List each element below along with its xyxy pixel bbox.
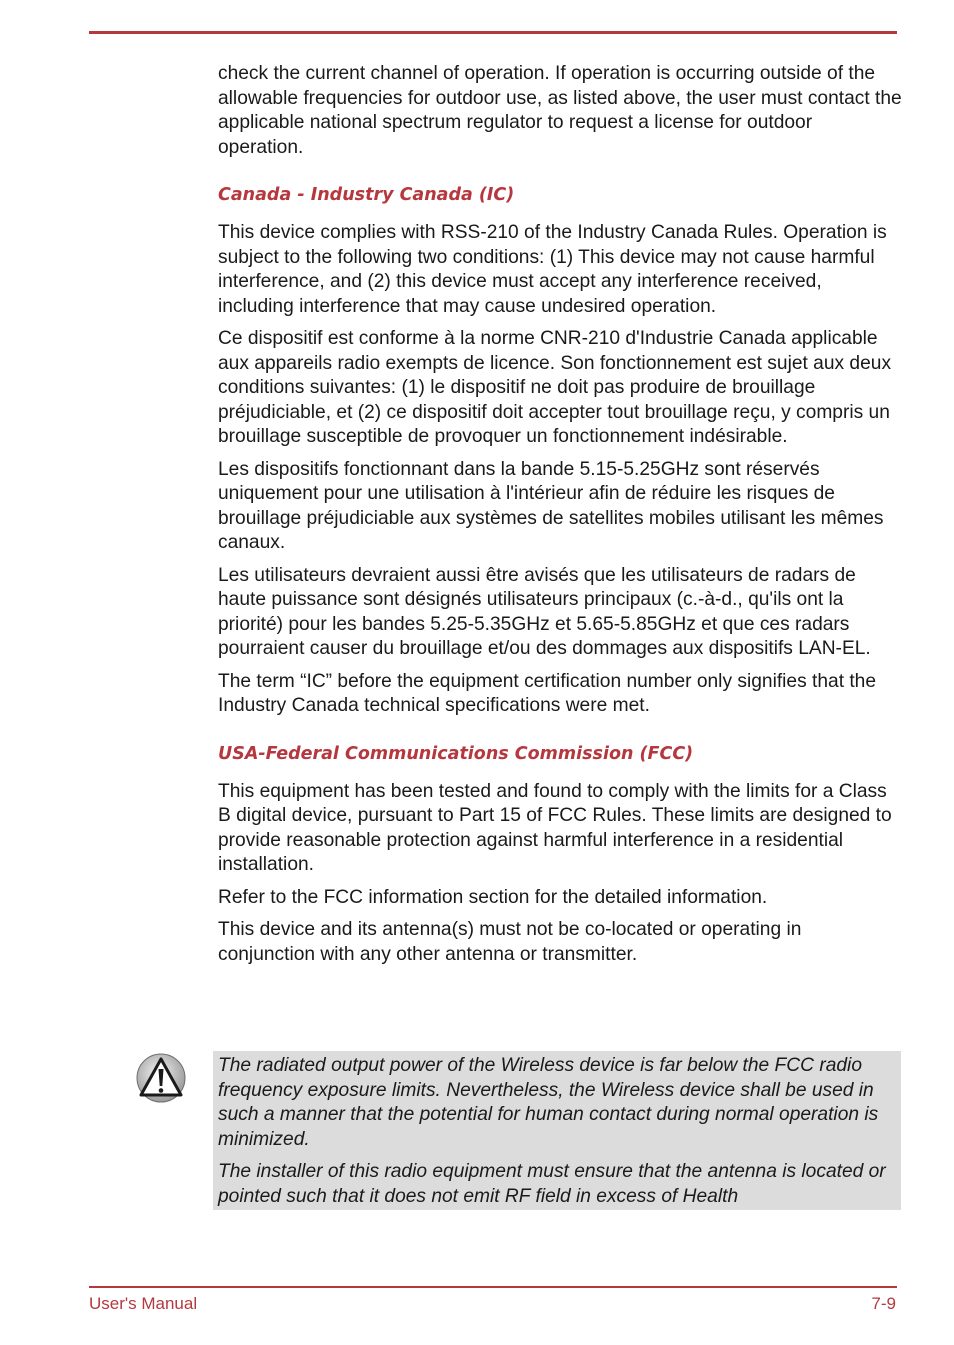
warning-note bbox=[213, 1051, 901, 1210]
canada-paragraph-4: Les utilisateurs devraient aussi être avisés que les utilisateurs de radars de haute puissance sont désignés utilisateurs principaux (c.-à-d., qu'ils ont la priorité) pour les bandes 5.25-5.35GHz et 5.65-5.85GHz et que ces radars pourraient causer du brouillage et/ou des dommages aux dispositifs LAN-EL. bbox=[218, 564, 871, 659]
fcc-paragraph-1: This equipment has been tested and found to comply with the limits for a Class B digital device, pursuant to Part 15 of FCC Rules. These limits are designed to provide reasonable protection against harmful interference in a residential installation. bbox=[218, 780, 892, 875]
canada-paragraph-2: Ce dispositif est conforme à la norme CNR-210 d'Industrie Canada applicable aux appareils radio exempts de licence. Son fonctionnement est sujet aux deux conditions suivantes: (1) le dispositif ne doit pas produire de brouillage préjudiciable, et (2) ce dispositif doit accepter tout brouillage reçu, y compris un brouillage susceptible de provoquer un fonctionnement indésirable. bbox=[218, 328, 892, 447]
fcc-heading: USA-Federal Communications Commission (FCC) bbox=[218, 743, 694, 764]
canada-heading: Canada - Industry Canada (IC) bbox=[218, 185, 515, 205]
continuation-paragraph: check the current channel of operation. If operation is occurring outside of the allowable frequencies for outdoor use, as listed above, the user must contact the applicable national spectrum regulator to request a license for outdoor operation. bbox=[218, 63, 902, 158]
fcc-paragraph-3: This device and its antenna(s) must not be co-located or operating in conjunction with any other antenna or transmitter. bbox=[218, 919, 802, 965]
page-content bbox=[218, 62, 902, 975]
canada-paragraph-3: Les dispositifs fonctionnant dans la bande 5.15-5.25GHz sont réservés uniquement pour une utilisation à l'intérieur afin de réduire les risques de brouillage préjudiciable aux systèmes de satellites mobiles utilisant les mêmes canaux. bbox=[218, 458, 884, 553]
header-rule bbox=[89, 31, 897, 34]
footer-rule bbox=[89, 1286, 897, 1288]
warning-paragraph-2: The installer of this radio equipment must ensure that the antenna is located or pointed such that it does not emit RF field in excess of Health bbox=[218, 1161, 886, 1207]
canada-paragraph-1: This device complies with RSS-210 of the Industry Canada Rules. Operation is subject to the following two conditions: (1) This device may not cause harmful interference, and (2) this device must accept any interference received, including interference that may cause undesired operation. bbox=[218, 222, 887, 317]
canada-paragraph-5: The term “IC” before the equipment certification number only signifies that the Industry Canada technical specifications were met. bbox=[218, 670, 877, 716]
fcc-paragraph-2: Refer to the FCC information section for the detailed information. bbox=[218, 886, 768, 908]
warning-paragraph-1: The radiated output power of the Wireless device is far below the FCC radio frequency exposure limits. Nevertheless, the Wireless device shall be used in such a manner that the potential for human contact during normal operation is minimized. bbox=[218, 1055, 879, 1150]
warning-triangle-icon bbox=[136, 1053, 186, 1103]
footer-page-number: 7-9 bbox=[871, 1294, 896, 1313]
footer-manual-title: User's Manual bbox=[89, 1294, 198, 1313]
